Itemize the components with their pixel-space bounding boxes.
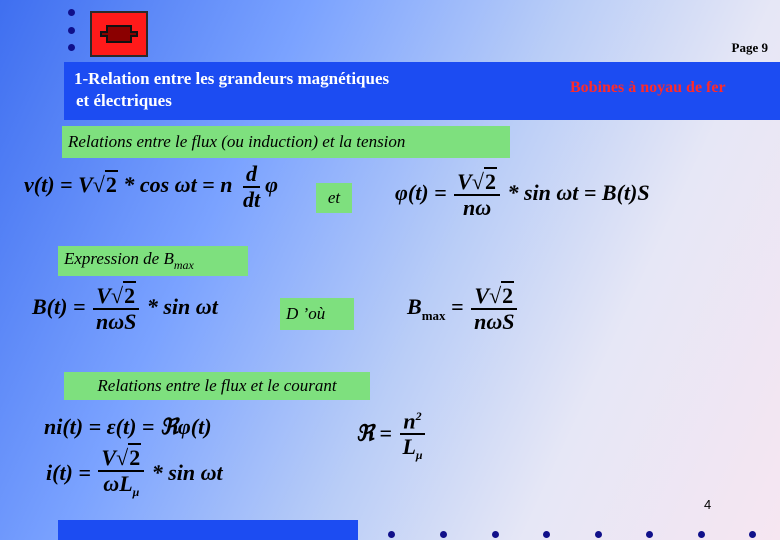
eq-phi-tail: * sin ωt = B(t)S <box>501 180 650 206</box>
eq-i-den-sub: μ <box>132 485 140 499</box>
eq-bmax-lhs: B <box>407 294 422 320</box>
eq-bmax-den: nωS <box>474 309 515 334</box>
bullet-dot-icon <box>68 9 75 16</box>
eq-phi-num: V <box>457 169 472 194</box>
section-flux-tension-label: Relations entre le flux (ou induction) et la tension <box>68 132 406 151</box>
section-flux-tension <box>62 126 510 158</box>
connector-et-label: et <box>327 188 341 207</box>
equation-i-t: i(t) = $\frac{V√2}{\omega L_\mu}$ * sin ωt <box>46 445 223 499</box>
bullet-dot-icon <box>543 531 550 538</box>
eq-b-lhs: B(t) = <box>32 294 86 320</box>
page-title <box>74 68 389 112</box>
eq-bmax-sqrt: 2 <box>502 283 514 308</box>
bullet-dot-icon <box>440 531 447 538</box>
connector-et <box>316 183 352 213</box>
bullet-dot-icon <box>388 531 395 538</box>
bullet-dot-icon <box>698 531 705 538</box>
section-bmax-text: Expression de B <box>64 249 174 268</box>
section-bmax-sub: max <box>173 258 194 272</box>
connector-dou <box>280 298 354 330</box>
eq-rel-lhs: ℜ = <box>356 420 392 446</box>
eq-b-den: nωS <box>95 309 137 334</box>
eq-v-lhs: v(t) = V <box>24 172 93 198</box>
bullet-dot-icon <box>646 531 653 538</box>
eq-bmax-sub: max <box>421 308 446 324</box>
eq-rel-sup: 2 <box>415 409 422 423</box>
eq-rel-den: L <box>402 434 416 460</box>
section-bmax <box>58 246 248 276</box>
page-label: Page 9 <box>731 40 768 55</box>
eq-v-sqrt: 2 <box>105 172 117 198</box>
eq-v-tail: φ <box>265 172 278 198</box>
eq-i-num: V <box>101 445 117 470</box>
section-bmax-label <box>64 249 194 273</box>
footer-bar <box>58 520 358 540</box>
section-flux-courant-label: Relations entre le flux et le courant <box>97 376 337 395</box>
equation-bmax: $B_{max}$ = $\frac{V√2}{\text{nωS}}$ <box>407 284 519 334</box>
bullet-dot-icon <box>749 531 756 538</box>
eq-b-num: V <box>96 283 111 308</box>
bullet-dot-icon <box>68 44 75 51</box>
eq-phi-sqrt: 2 <box>484 169 496 194</box>
slide-number: 4 <box>704 497 712 512</box>
eq-i-lhs: i(t) = <box>46 460 91 486</box>
bullet-dot-icon <box>68 27 75 34</box>
equation-ni-t: ni(t) = ε(t) = ℜφ(t) <box>44 414 212 439</box>
bullet-dot-icon <box>595 531 602 538</box>
equation-v-t: v(t) = V√2 * cos ωt = n $\frac{d}{dt}$ φ <box>24 161 278 212</box>
eq-i-sqrt: 2 <box>129 445 141 470</box>
subject-label: Bobines à noyau de fer <box>570 79 726 96</box>
section-flux-courant <box>64 372 370 400</box>
title-line-1: 1-Relation entre les grandeurs magnétiques <box>74 69 390 88</box>
eq-b-tail: * sin ωt <box>141 294 218 320</box>
eq-rel-num: n <box>403 408 416 434</box>
connector-dou-label: D ’où <box>286 304 326 323</box>
title-line-2: et électriques <box>76 91 172 110</box>
equation-phi-t: φ(t) = $\frac{V√2}{n\omega}$ * sin ωt = B(t)S <box>395 169 650 220</box>
eq-rel-den-sub: μ <box>415 448 423 463</box>
eq-v-den: dt <box>242 187 261 212</box>
eq-v-mid: * cos ωt = n <box>117 172 233 198</box>
logo-plug-icon <box>90 11 148 57</box>
eq-i-den: ωL <box>103 471 133 496</box>
eq-phi-den: nω <box>462 195 492 220</box>
eq-b-sqrt: 2 <box>124 283 136 308</box>
eq-v-num: d <box>243 162 260 188</box>
eq-i-tail: * sin ωt <box>146 460 223 486</box>
eq-bmax-num: V <box>474 283 490 308</box>
equation-b-t: B(t) = $\frac{V√2}{\text{nωS}}$ * sin ωt <box>32 283 218 334</box>
eq-phi-lhs: φ(t) = <box>395 180 447 206</box>
bullet-dot-icon <box>492 531 499 538</box>
equation-reluctance <box>356 404 428 467</box>
eq-bmax-eq: = <box>451 294 464 320</box>
